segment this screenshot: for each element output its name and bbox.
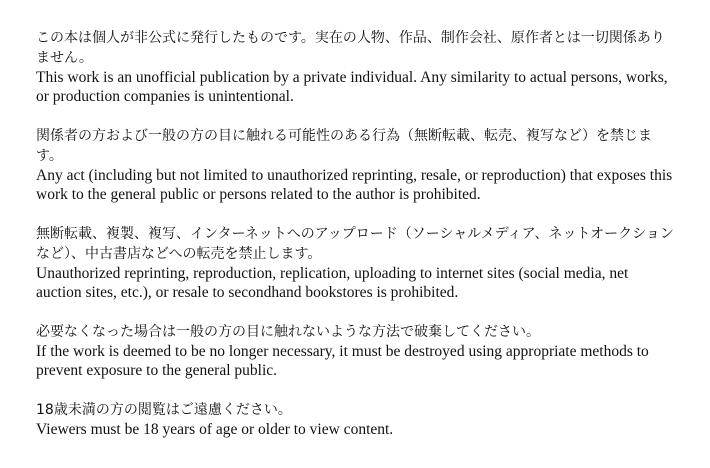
notice-text-en: Viewers must be 18 years of age or older to view content. xyxy=(36,421,394,438)
notice-block-reproduction xyxy=(36,224,676,302)
notice-text-en: This work is an unofficial publication by a private individual. Any similarity to actual persons, works, or production companies is unintentional. xyxy=(36,69,668,105)
notice-text-jp: 無断転載、複製、複写、インターネットへのアップロード（ソーシャルメディア、ネットオークションなど）、中古書店などへの転売を禁止します。 xyxy=(36,226,674,262)
notice-block-disposal xyxy=(36,322,676,380)
notice-block-age-restriction xyxy=(36,400,676,439)
notice-document xyxy=(36,28,676,459)
notice-text-jp: 必要なくなった場合は一般の方の目に触れないような方法で破棄してください。 xyxy=(36,324,540,340)
notice-text-en: Unauthorized reprinting, reproduction, replication, uploading to internet sites (social media, net auction sites, etc.), or resale to secondhand bookstores is prohibited. xyxy=(36,265,629,301)
notice-text-en: If the work is deemed to be no longer necessary, it must be destroyed using appropriate methods to prevent exposure to the general public. xyxy=(36,343,649,379)
notice-text-jp: 関係者の方および一般の方の目に触れる可能性のある行為（無断転載、転売、複写など）を禁じます。 xyxy=(36,128,652,164)
notice-block-unofficial xyxy=(36,28,676,106)
notice-text-en: Any act (including but not limited to unauthorized reprinting, resale, or reproduction) that exposes this work to the general public or persons related to the author is prohibited. xyxy=(36,167,673,203)
notice-text-jp: 18歳未満の方の閲覧はご遠慮ください。 xyxy=(36,402,292,418)
notice-block-exposure xyxy=(36,126,676,204)
notice-text-jp: この本は個人が非公式に発行したものです。実在の人物、作品、制作会社、原作者とは一切関係ありません。 xyxy=(36,30,665,66)
